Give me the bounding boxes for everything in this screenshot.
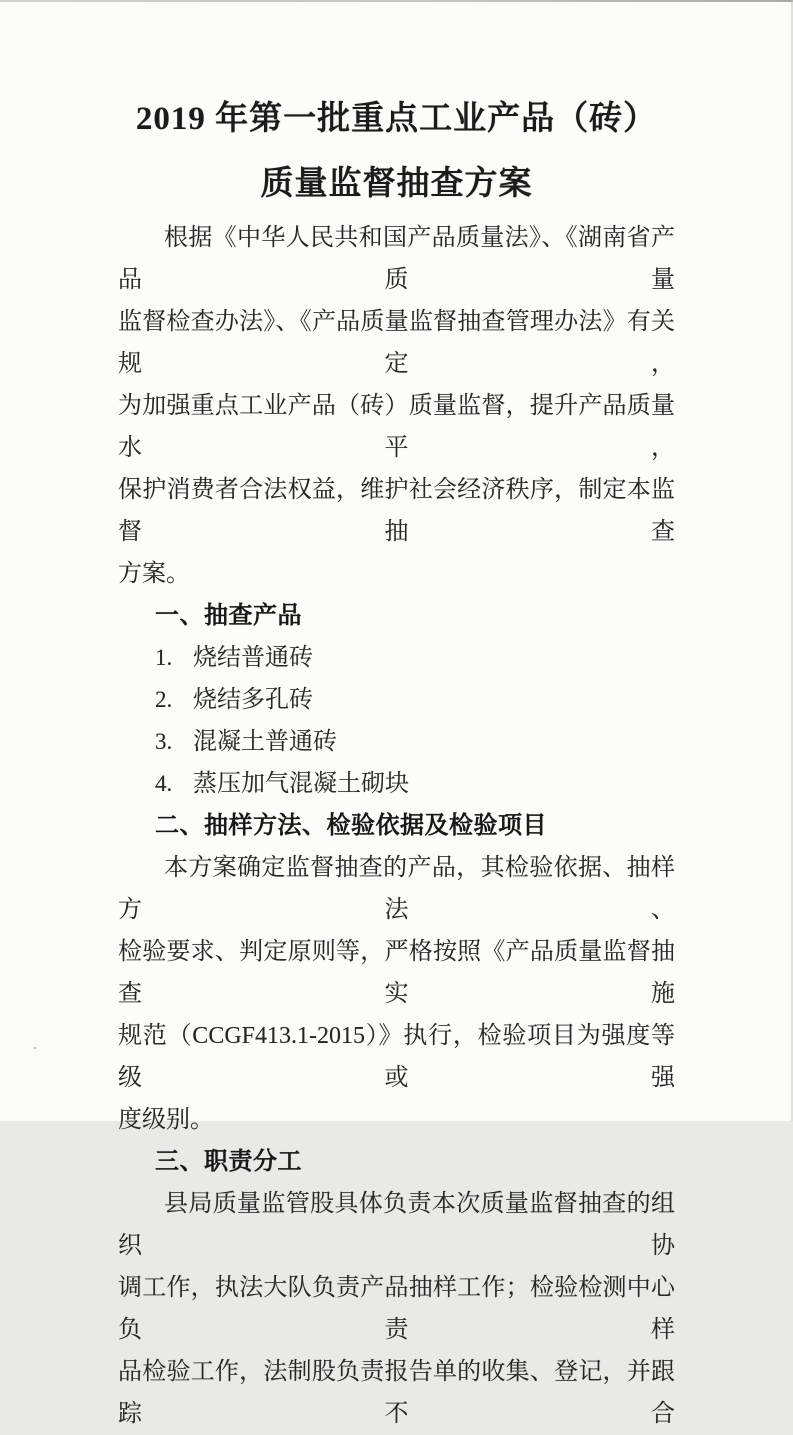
list-item-number: 1.: [155, 645, 173, 670]
list-item: [118, 721, 675, 763]
paragraph-line: 本方案确定监督抽查的产品，其检验依据、抽样方法、: [118, 855, 675, 923]
section-3-heading: 三、职责分工: [155, 1148, 302, 1175]
document-title-line-2: 质量监督抽查方案: [260, 166, 533, 202]
paragraph-line: 方案。: [118, 561, 190, 587]
paragraph-line: 度级别。: [118, 1107, 214, 1133]
paragraph-line: 品检验工作，法制股负责报告单的收集、登记，并跟踪不合: [118, 1359, 675, 1427]
list-item-number: 2.: [155, 687, 173, 712]
paragraph-line: 保护消费者合法权益，维护社会经济秩序，制定本监督抽查: [118, 477, 675, 545]
paragraph-line: 根据《中华人民共和国产品质量法》、《湖南省产品质量: [118, 225, 675, 293]
list-item-text: 混凝土普通砖: [193, 729, 337, 755]
document-body: [118, 217, 675, 1435]
list-item: [118, 679, 675, 721]
paragraph-line: 调工作，执法大队负责产品抽样工作；检验检测中心负责样: [118, 1275, 675, 1343]
list-item: [118, 637, 675, 679]
page-content: [118, 0, 675, 1435]
list-item-text: 蒸压加气混凝土砌块: [193, 771, 409, 797]
scan-speck: [33, 1047, 37, 1049]
paragraph-line: 监督检查办法》、《产品质量监督抽查管理办法》有关规定，: [118, 309, 675, 377]
section-1-heading: 一、抽查产品: [155, 602, 302, 629]
paragraph-line: 县局质量监管股具体负责本次质量监督抽查的组织协: [118, 1191, 675, 1259]
section-2-paragraph: [118, 847, 675, 1141]
paragraph-line: 检验要求、判定原则等，严格按照《产品质量监督抽查实施: [118, 939, 675, 1007]
section-2-heading: 二、抽样方法、检验依据及检验项目: [155, 812, 547, 839]
intro-paragraph: [118, 217, 675, 595]
list-item-number: 3.: [155, 729, 173, 754]
list-item-text: 烧结普通砖: [193, 645, 313, 671]
list-item-text: 烧结多孔砖: [193, 687, 313, 713]
section-3-paragraph: [118, 1183, 675, 1435]
document-title-line-1: 2019 年第一批重点工业产品（砖）: [135, 101, 658, 137]
paragraph-line: 为加强重点工业产品（砖）质量监督，提升产品质量水平，: [118, 393, 675, 461]
product-list: [118, 637, 675, 805]
list-item: [118, 763, 675, 805]
list-item-number: 4.: [155, 771, 173, 796]
paragraph-line: 规范（CCGF413.1-2015）》执行，检验项目为强度等级或强: [118, 1023, 675, 1091]
